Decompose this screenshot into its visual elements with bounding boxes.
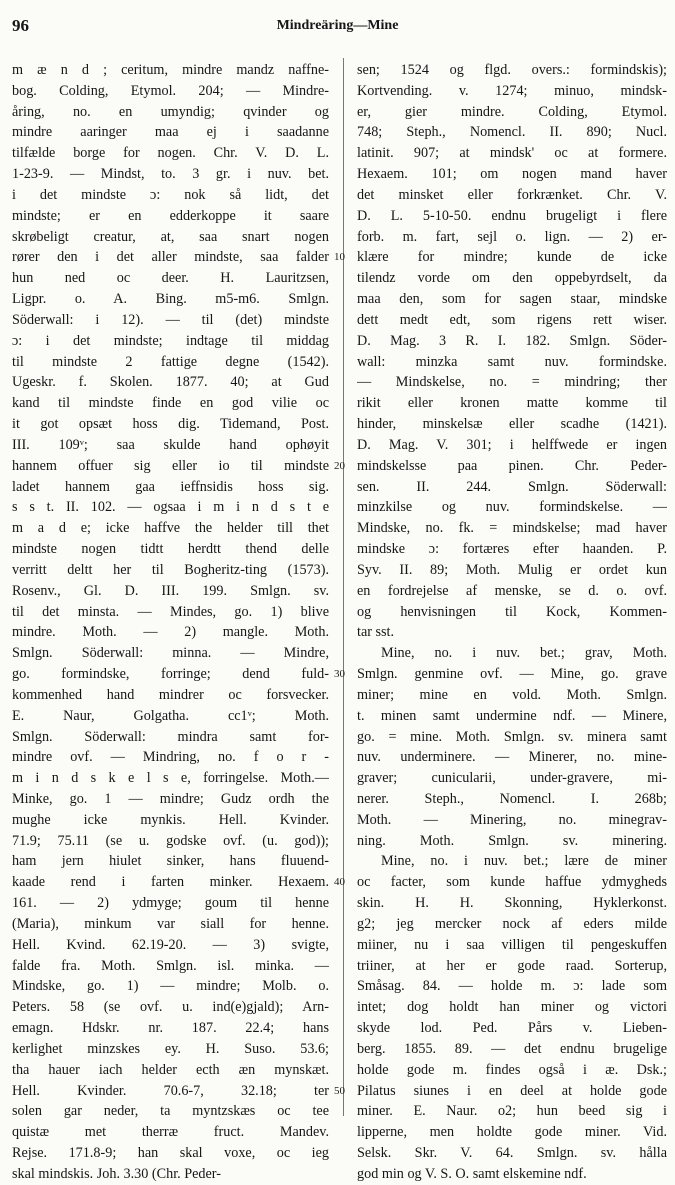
text-line: miner. E. Naur. o2; hun beed sig i (357, 1103, 667, 1120)
text-line: hannem offuer sig eller io til mindste (12, 457, 329, 474)
text-line: m i n d s k e l s e, forringelse. Moth.— (12, 770, 329, 787)
text-line: er, gier mindre. Colding, Etymol. (357, 103, 667, 120)
text-line: 71.9; 75.11 (se u. godske ovf. (u. god)); (12, 832, 329, 849)
text-line: t. minen samt undermine ndf. — Minere, (357, 707, 667, 724)
text-line: oc facter, som kunde haffue ydmygheds (357, 874, 667, 891)
text-line: ladet hannem gaa ieffnsidis hoss sig. (12, 478, 329, 495)
text-line: nuv. underminere. — Minerer, no. mine- (357, 749, 667, 766)
text-line: mindre aaringer maa ej i saadanne (12, 124, 329, 141)
text-line: berg. 1855. 89. — det endnu brugelige (357, 1040, 667, 1057)
text-line: ɔ: i det mindste; indtage til middag (12, 332, 329, 349)
text-line: tar sst. (357, 624, 395, 641)
text-line: Rosenv., Gl. D. III. 199. Smlgn. sv. (12, 582, 329, 599)
text-line: triiner, at her er gode raad. Sorterup, (357, 957, 667, 974)
text-line: god min og V. S. O. samt elskemine ndf. (357, 1165, 587, 1182)
text-line: Småsag. 84. — holde m. ɔ: lade som (357, 978, 667, 995)
text-line: Hexaem. 101; om nogen mand haver (357, 166, 667, 183)
text-line: E. Naur, Golgatha. cc1ᵛ; Moth. (12, 707, 329, 724)
text-line: rikit eller kronen matte komme til (357, 395, 667, 412)
text-line: Smlgn. Söderwall: mindra samt for- (12, 728, 329, 745)
text-line: latinit. 907; at mindsk' oc at formere. (357, 145, 667, 162)
margin-line-number: 50 (334, 1084, 345, 1097)
text-line: verritt deltt her til Bogheritz-ting (1573). (12, 561, 329, 578)
text-line: 1-23-9. — Mindst, to. 3 gr. i nuv. bet. (12, 166, 329, 183)
text-line: go. = mine. Moth. Smlgn. sv. minera samt (357, 728, 667, 745)
text-line: Smlgn. Söderwall: minna. — Mindre, (12, 645, 329, 662)
text-line: III. 109ᵛ; saa skulde hand ophøyit (12, 436, 329, 453)
text-line: forb. m. fart, sejl o. lign. — 2) er- (357, 228, 667, 245)
page-number: 96 (12, 16, 29, 35)
text-line: minzkilse og nuv. formindskelse. — (357, 499, 667, 516)
text-line: m a d e; icke haffve the helder till thet (12, 520, 329, 537)
text-line: ning. Moth. Smlgn. sv. minering. (357, 832, 667, 849)
text-line: skin. H. H. Skonning, Hyklerkonst. (357, 895, 667, 912)
text-line: Minke, go. 1 — mindre; Gudz ordh the (12, 790, 329, 807)
text-line: — Mindskelse, no. = mindring; ther (357, 374, 667, 391)
text-line: kerlighet minzskes ey. H. Suso. 53.6; (12, 1040, 329, 1057)
left-column (12, 60, 329, 1185)
text-line: Selsk. Skr. V. 64. Smlgn. sv. hålla (357, 1145, 667, 1162)
text-line: mughe icke mynkis. Hell. Kvinder. (12, 811, 329, 828)
text-line: skyde lod. Ped. Pårs v. Lieben- (357, 1020, 667, 1037)
text-line: kommenhed hand mindrer oc forsvecker. (12, 686, 329, 703)
margin-line-number: 20 (334, 459, 345, 472)
text-line: g2; jeg mercker nock af eders milde (357, 915, 667, 932)
text-line: intet; dog holdt han miner og victori (357, 999, 667, 1016)
text-line: og henvisningen til Kock, Kommen- (357, 603, 667, 620)
text-line: falde fra. Moth. Smlgn. isl. minka. — (12, 957, 329, 974)
text-line: mindre ovf. — Mindring, no. f o r - (12, 749, 329, 766)
text-line: dett medt edt, som rigens rett wiser. (357, 311, 667, 328)
text-line: rører den i det aller mindste, saa falder (12, 249, 329, 266)
text-line: D. L. 5-10-50. endnu brugeligt i flere (357, 207, 667, 224)
page-header (12, 16, 663, 38)
text-line: go. formindske, forringe; dend fuld- (12, 666, 329, 683)
text-line: solen gar neder, ta myntzskæs oc tee (12, 1103, 329, 1120)
text-line: tilfælde borge for nogen. Chr. V. D. L. (12, 145, 329, 162)
right-column (357, 60, 667, 1185)
text-line: hinder, minskelsæ eller scadhe (1421). (357, 416, 667, 433)
text-line: wall: minzka samt nuv. formindske. (357, 353, 667, 370)
text-line: Pilatus siunes i en deel at holde gode (357, 1082, 667, 1099)
text-line: en fordrejelse af menske, se d. o. ovf. (357, 582, 667, 599)
text-line: it got opsæt hoss dig. Tidemand, Post. (12, 416, 329, 433)
text-line: Ligpr. o. A. Bing. m5-m6. Smlgn. (12, 291, 329, 308)
text-line: s s t. II. 102. — ogsaa i m i n d s t e (12, 499, 329, 516)
text-line: 161. — 2) ydmyge; goum til henne (12, 895, 329, 912)
text-line: Mine, no. i nuv. bet.; grav, Moth. (381, 645, 667, 662)
text-line: mindre. Moth. — 2) mangle. Moth. (12, 624, 329, 641)
running-head: Mindreäring—Mine (276, 18, 399, 33)
text-line: kaade rend i farten minker. Hexaem. (12, 874, 329, 891)
text-line: mindste nogen tidtt herdtt thend delle (12, 541, 329, 558)
text-line: Mine, no. i nuv. bet.; lære de miner (381, 853, 667, 870)
text-line: nerer. Steph., Nomencl. I. 268b; (357, 790, 667, 807)
text-line: Kortvending. v. 1274; minuo, mindsk- (357, 82, 667, 99)
text-line: graver; cunicularii, under-gravere, mi- (357, 770, 667, 787)
margin-line-number: 30 (334, 668, 345, 681)
text-line: mindste; er en edderkoppe it saare (12, 207, 329, 224)
text-line: miiner, nu i saa villigen til pengeskuffen (357, 936, 667, 953)
text-line: Peters. 58 (se ovf. u. ind(e)gjald); Arn- (12, 999, 329, 1016)
text-line: lipperne, men holdte gode miner. Vid. (357, 1124, 667, 1141)
text-line: Moth. — Minering, no. minegrav- (357, 811, 667, 828)
text-line: ham jern hiulet sinker, hans fluuend- (12, 853, 329, 870)
text-line: åring, no. en umyndig; qvinder og (12, 103, 329, 120)
text-line: Ugeskr. f. Skolen. 1877. 40; at Gud (12, 374, 329, 391)
text-line: Syv. II. 89; Moth. Mulig er ordet kun (357, 561, 667, 578)
text-line: maa den, som for sagen staar, mindske (357, 291, 667, 308)
text-line: D. Mag. V. 301; i helffwede er ingen (357, 436, 667, 453)
text-line: quistæ met therræ fruct. Mandev. (12, 1124, 329, 1141)
text-line: til mindste 2 fattige degne (1542). (12, 353, 329, 370)
text-line: 748; Steph., Nomencl. II. 890; Nucl. (357, 124, 667, 141)
text-line: Hell. Kvinder. 70.6-7, 32.18; ter (12, 1082, 329, 1099)
text-line: hun ned oc deer. H. Lauritzsen, (12, 270, 329, 287)
text-line: tha hauer iach helder ecth æn mynskæt. (12, 1061, 329, 1078)
text-line: emagn. Hdskr. nr. 187. 22.4; hans (12, 1020, 329, 1037)
text-line: sen; 1524 og flgd. overs.: formindskis); (357, 62, 667, 78)
text-line: D. Mag. 3 R. I. 182. Smlgn. Söder- (357, 332, 667, 349)
text-line: Rejse. 171.8-9; han skal voxe, oc ieg (12, 1145, 329, 1162)
margin-line-number: 40 (334, 876, 345, 889)
margin-line-number: 10 (334, 251, 345, 264)
text-line: til det minsta. — Mindes, go. 1) blive (12, 603, 329, 620)
text-line: mindske ɔ: fortæres efter haanden. P. (357, 541, 667, 558)
text-line: i det mindste ɔ: nok så lidt, det (12, 186, 329, 203)
text-line: mindskelsse paa pinen. Chr. Peder- (357, 457, 667, 474)
text-line: Mindske, go. 1) — mindre; Molb. o. (12, 978, 329, 995)
text-line: Hell. Kvind. 62.19-20. — 3) svigte, (12, 936, 329, 953)
text-line: holde gode m. findes også i æ. Dsk.; (357, 1061, 667, 1078)
text-line: sen. II. 244. Smlgn. Söderwall: (357, 478, 667, 495)
column-divider (343, 58, 344, 1116)
text-line: kand til mindste finde en god vilie oc (12, 395, 329, 412)
text-line: klære for mindre; kunde de icke (357, 249, 667, 266)
text-line: miner; mine en vold. Moth. Smlgn. (357, 686, 667, 703)
text-line: m æ n d ; ceritum, mindre mandz naffne- (12, 62, 329, 78)
text-line: Mindske, no. fk. = mindskelse; mad haver (357, 520, 667, 537)
text-line: skal mindskis. Joh. 3.30 (Chr. Peder- (12, 1165, 221, 1182)
text-line: skrøbeligt creatur, at, saa snart nogen (12, 228, 329, 245)
text-line: Söderwall: i 12). — til (det) mindste (12, 311, 329, 328)
text-line: Smlgn. genmine ovf. — Mine, go. grave (357, 666, 667, 683)
text-line: (Maria), minkum var siall for henne. (12, 915, 329, 932)
text-line: bog. Colding, Etymol. 204; — Mindre- (12, 82, 329, 99)
text-line: det minsket eller forkrænket. Chr. V. (357, 186, 667, 203)
text-line: tilendz vorde om den oppebyrdselt, da (357, 270, 667, 287)
